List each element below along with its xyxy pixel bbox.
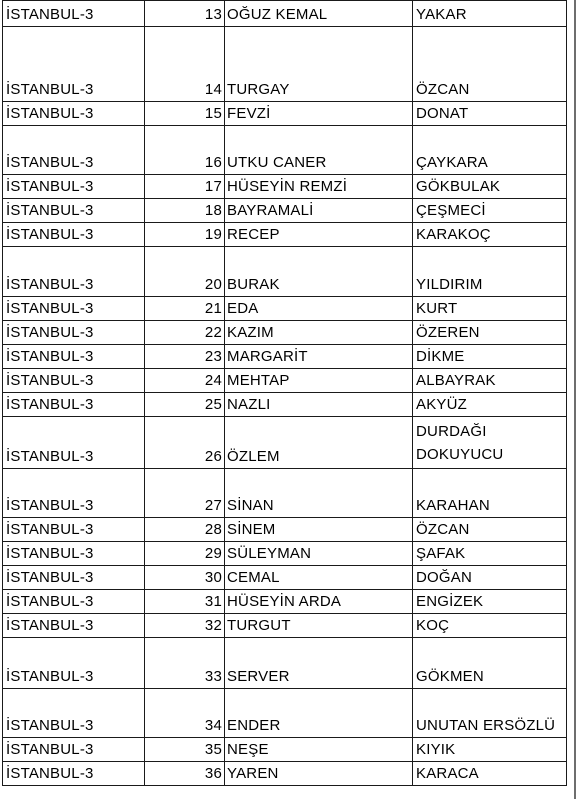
list-number-cell[interactable]: 14 [145,27,225,102]
list-number-cell[interactable]: 24 [145,369,225,393]
first-name-cell[interactable]: SERVER [225,638,413,689]
district-cell[interactable]: İSTANBUL-3 [3,199,145,223]
first-name-cell[interactable]: SİNEM [225,518,413,542]
surname-cell[interactable]: DONAT [413,102,567,126]
surname-cell[interactable]: ENGİZEK [413,590,567,614]
district-cell[interactable]: İSTANBUL-3 [3,638,145,689]
first-name-cell[interactable]: FEVZİ [225,102,413,126]
table-row [3,321,567,345]
district-cell[interactable]: İSTANBUL-3 [3,27,145,102]
surname-cell[interactable]: ALBAYRAK [413,369,567,393]
table-row [3,689,567,738]
surname-cell[interactable]: ŞAFAK [413,542,567,566]
surname-cell[interactable]: GÖKBULAK [413,175,567,199]
first-name-cell[interactable]: YAREN [225,762,413,786]
district-cell[interactable]: İSTANBUL-3 [3,566,145,590]
list-number-cell[interactable]: 22 [145,321,225,345]
district-cell[interactable]: İSTANBUL-3 [3,247,145,297]
table-row [3,518,567,542]
list-number-cell[interactable]: 31 [145,590,225,614]
surname-cell[interactable]: KIYIK [413,738,567,762]
list-number-cell[interactable]: 29 [145,542,225,566]
first-name-cell[interactable]: CEMAL [225,566,413,590]
list-number-cell[interactable]: 25 [145,393,225,417]
list-number-cell[interactable]: 19 [145,223,225,247]
table-row [3,1,567,27]
surname-cell[interactable]: KOÇ [413,614,567,638]
district-cell[interactable]: İSTANBUL-3 [3,689,145,738]
surname-cell[interactable]: YAKAR [413,1,567,27]
district-cell[interactable]: İSTANBUL-3 [3,297,145,321]
first-name-cell[interactable]: TURGAY [225,27,413,102]
list-number-cell[interactable]: 18 [145,199,225,223]
surname-cell[interactable]: YILDIRIM [413,247,567,297]
list-number-cell[interactable]: 36 [145,762,225,786]
district-cell[interactable]: İSTANBUL-3 [3,1,145,27]
first-name-cell[interactable]: RECEP [225,223,413,247]
surname-cell[interactable]: KARACA [413,762,567,786]
list-number-cell[interactable]: 34 [145,689,225,738]
list-number-cell[interactable]: 23 [145,345,225,369]
first-name-cell[interactable]: UTKU CANER [225,126,413,175]
list-number-cell[interactable]: 13 [145,1,225,27]
list-number-cell[interactable]: 32 [145,614,225,638]
first-name-cell[interactable]: NAZLI [225,393,413,417]
table-row [3,345,567,369]
district-cell[interactable]: İSTANBUL-3 [3,762,145,786]
list-number-cell[interactable]: 20 [145,247,225,297]
table-row [3,247,567,297]
first-name-cell[interactable]: NEŞE [225,738,413,762]
list-number-cell[interactable]: 26 [145,417,225,469]
table-row [3,102,567,126]
list-number-cell[interactable]: 16 [145,126,225,175]
list-number-cell[interactable]: 35 [145,738,225,762]
table-row [3,614,567,638]
table-row [3,542,567,566]
list-number-cell[interactable]: 30 [145,566,225,590]
surname-cell[interactable]: GÖKMEN [413,638,567,689]
table-row [3,369,567,393]
surname-cell[interactable]: KARAHAN [413,469,567,518]
list-number-cell[interactable]: 17 [145,175,225,199]
table-row [3,297,567,321]
surname-cell[interactable]: KARAKOÇ [413,223,567,247]
district-cell[interactable]: İSTANBUL-3 [3,590,145,614]
district-cell[interactable]: İSTANBUL-3 [3,738,145,762]
district-cell[interactable]: İSTANBUL-3 [3,469,145,518]
first-name-cell[interactable]: OĞUZ KEMAL [225,1,413,27]
first-name-cell[interactable]: BAYRAMALİ [225,199,413,223]
table-row [3,199,567,223]
list-number-cell[interactable]: 28 [145,518,225,542]
table-row [3,738,567,762]
table-row [3,175,567,199]
district-cell[interactable]: İSTANBUL-3 [3,175,145,199]
district-cell[interactable]: İSTANBUL-3 [3,518,145,542]
first-name-cell[interactable]: HÜSEYİN ARDA [225,590,413,614]
district-cell[interactable]: İSTANBUL-3 [3,417,145,469]
table-row [3,638,567,689]
district-cell[interactable]: İSTANBUL-3 [3,126,145,175]
surname-cell[interactable]: ÖZEREN [413,321,567,345]
district-cell[interactable]: İSTANBUL-3 [3,393,145,417]
district-cell[interactable]: İSTANBUL-3 [3,345,145,369]
surname-cell[interactable]: DOĞAN [413,566,567,590]
list-number-cell[interactable]: 27 [145,469,225,518]
table-row [3,417,567,469]
table-row [3,469,567,518]
surname-cell[interactable]: DURDAĞI DOKUYUCU [413,417,567,469]
first-name-cell[interactable]: KAZIM [225,321,413,345]
table-row [3,27,567,102]
surname-cell[interactable]: ÇAYKARA [413,126,567,175]
list-number-cell[interactable]: 21 [145,297,225,321]
surname-cell[interactable]: ÇEŞMECİ [413,199,567,223]
surname-cell[interactable]: DİKME [413,345,567,369]
first-name-cell[interactable]: EDA [225,297,413,321]
table-row [3,566,567,590]
first-name-cell[interactable]: SÜLEYMAN [225,542,413,566]
first-name-cell[interactable]: ÖZLEM [225,417,413,469]
district-cell[interactable]: İSTANBUL-3 [3,614,145,638]
district-cell[interactable]: İSTANBUL-3 [3,369,145,393]
table-row [3,223,567,247]
list-number-cell[interactable]: 15 [145,102,225,126]
surname-cell[interactable]: UNUTAN ERSÖZLÜ [413,689,567,738]
district-cell[interactable]: İSTANBUL-3 [3,321,145,345]
surname-cell[interactable]: AKYÜZ [413,393,567,417]
first-name-cell[interactable]: SİNAN [225,469,413,518]
first-name-cell[interactable]: MEHTAP [225,369,413,393]
surname-cell[interactable]: KURT [413,297,567,321]
first-name-cell[interactable]: BURAK [225,247,413,297]
first-name-cell[interactable]: TURGUT [225,614,413,638]
surname-cell[interactable]: ÖZCAN [413,27,567,102]
surname-cell[interactable]: ÖZCAN [413,518,567,542]
table-row [3,393,567,417]
table-row [3,126,567,175]
district-cell[interactable]: İSTANBUL-3 [3,102,145,126]
candidate-table [2,0,567,786]
district-cell[interactable]: İSTANBUL-3 [3,223,145,247]
table-row [3,762,567,786]
first-name-cell[interactable]: HÜSEYİN REMZİ [225,175,413,199]
first-name-cell[interactable]: ENDER [225,689,413,738]
district-cell[interactable]: İSTANBUL-3 [3,542,145,566]
list-number-cell[interactable]: 33 [145,638,225,689]
first-name-cell[interactable]: MARGARİT [225,345,413,369]
table-row [3,590,567,614]
